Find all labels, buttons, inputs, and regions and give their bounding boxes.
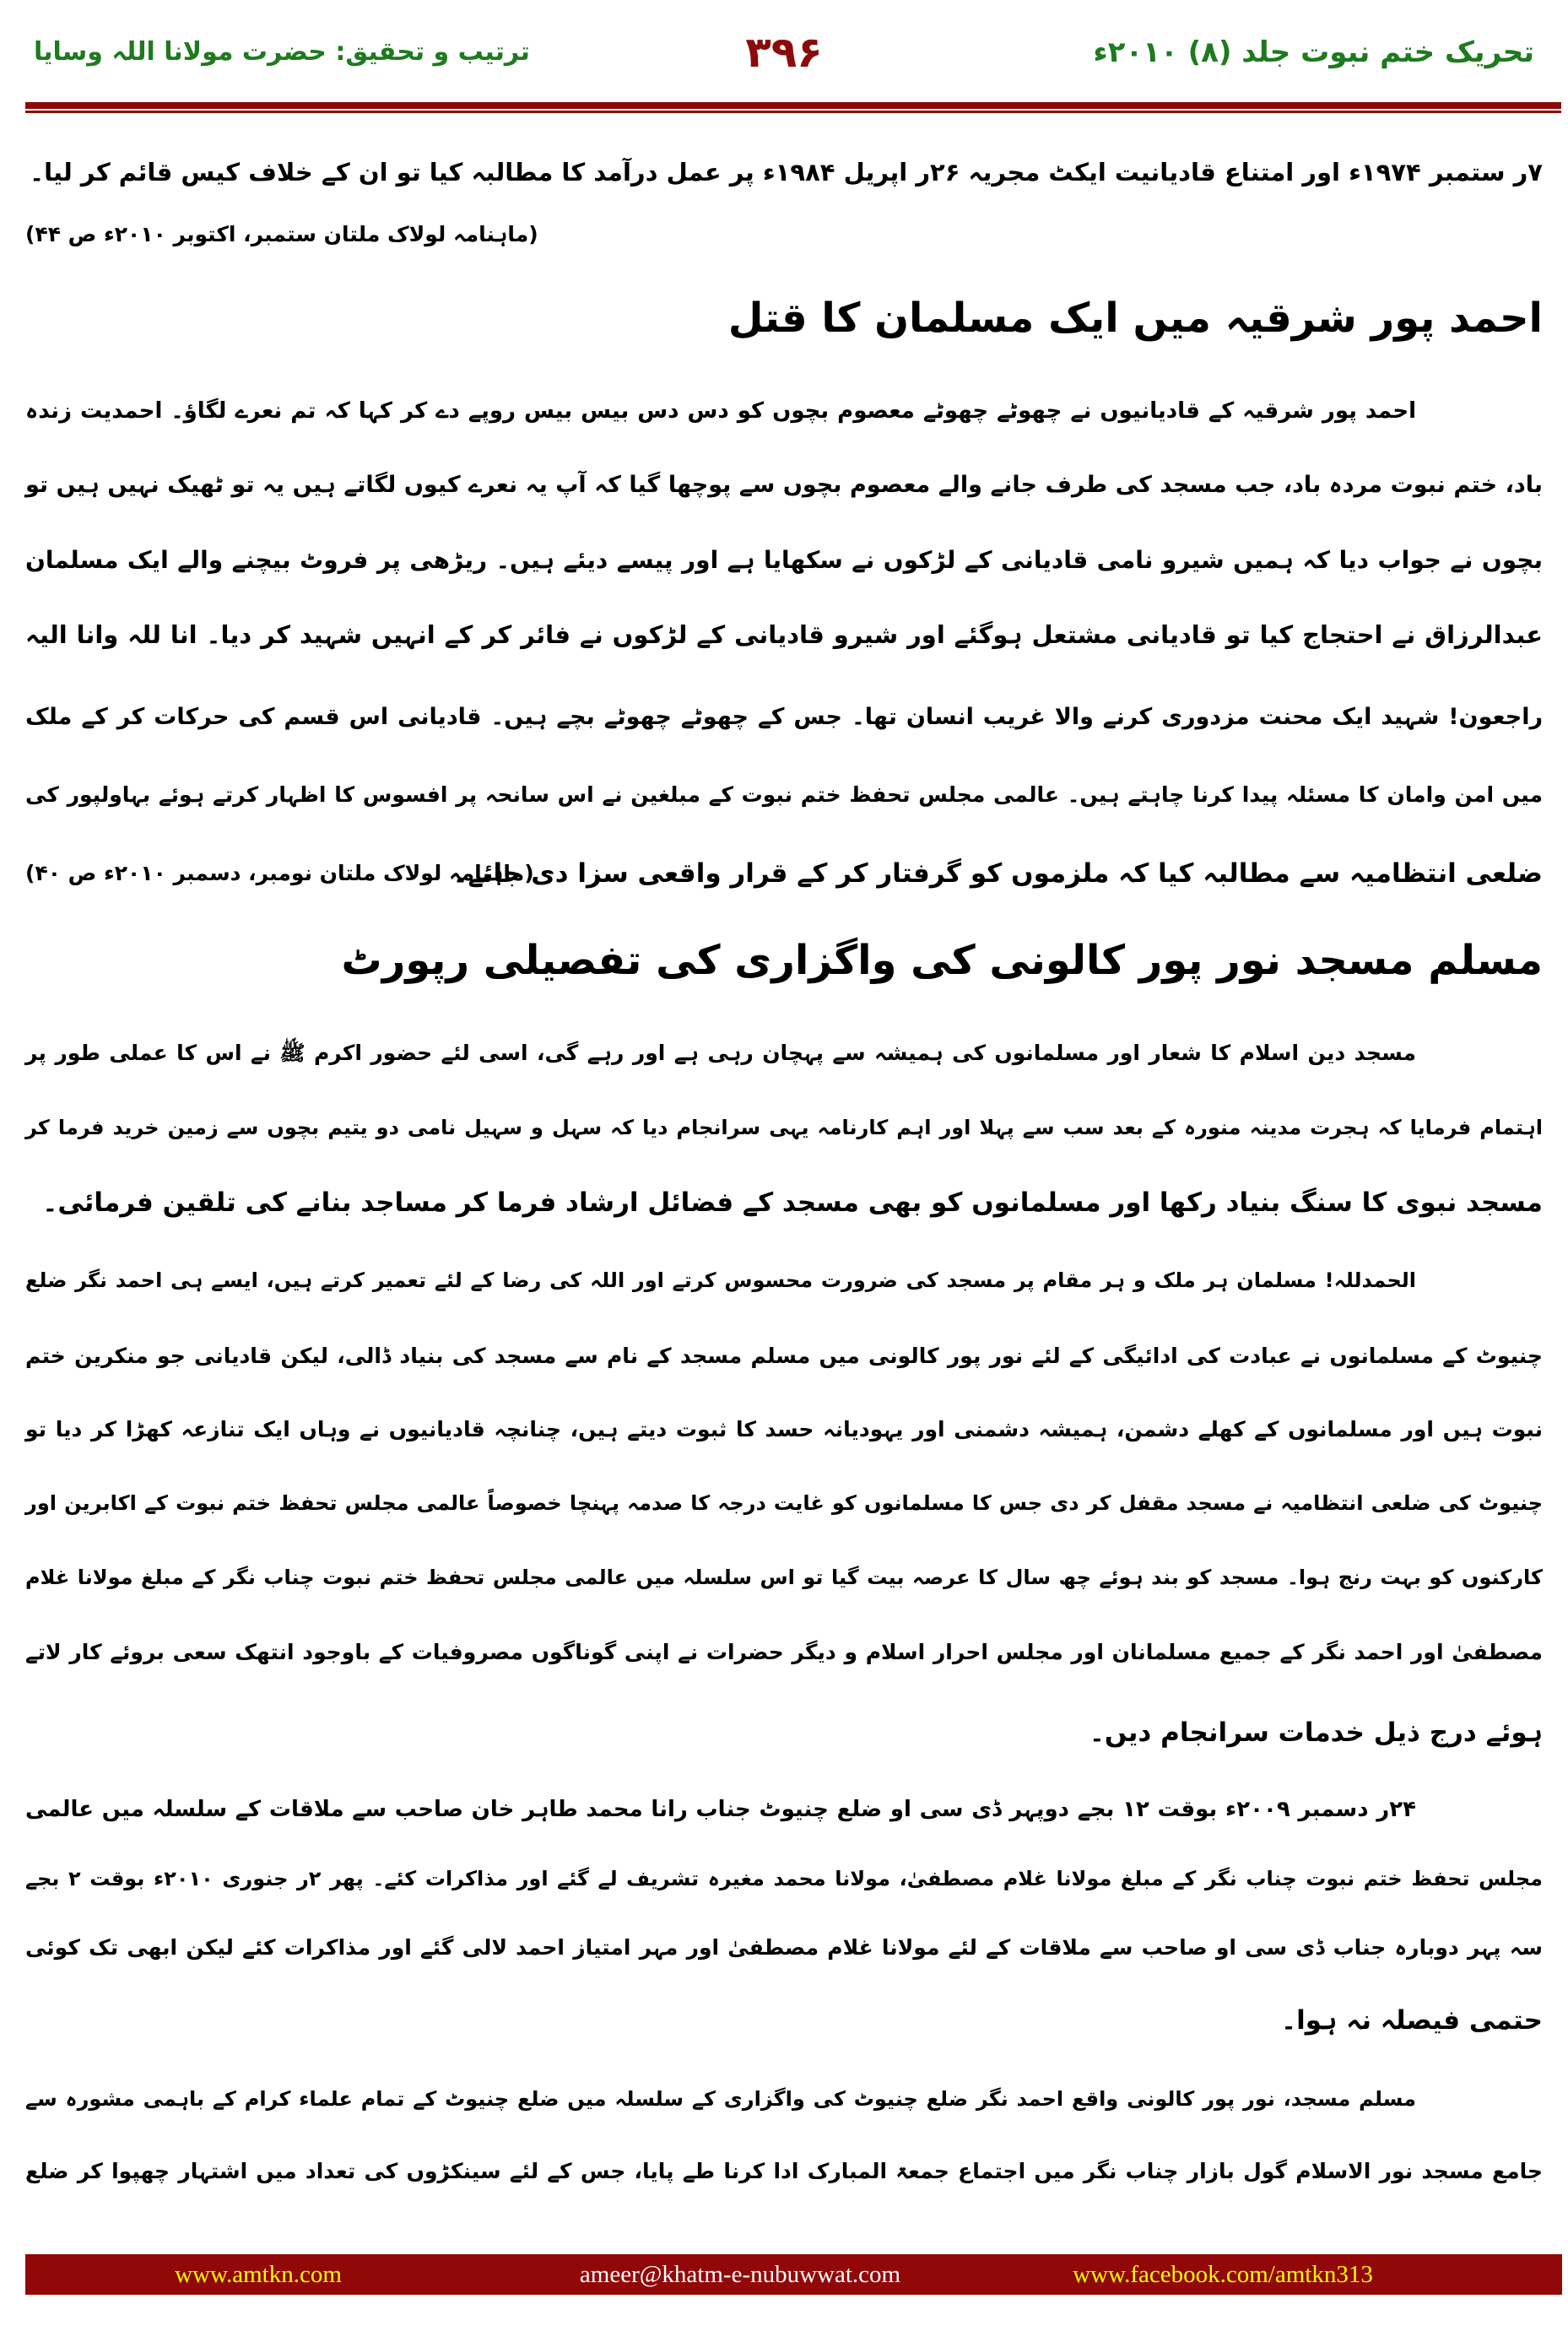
website-link[interactable]: www.amtkn.com	[175, 2261, 342, 2288]
paragraph-line: مجلس تحفظ ختم نبوت چناب نگر کے مبلغ مولانا غلام مصطفیٰ، مولانا محمد مغیرہ تشریف لے گئے اور مذاکرات کئے۔ پھر ۲ر جنوری ۲۰۱۰ء بوقت ۲ بجے	[25, 1867, 1543, 1890]
paragraph-line: چنیوٹ کے مسلمانوں نے عبادت کی ادائیگی کے لئے نور پور کالونی میں مسلم مسجد کے نام سے مسجد کی بنیاد ڈالی، لیکن قادیانی جو منکرین ختم	[25, 1344, 1543, 1368]
paragraph-line: احمد پور شرقیہ کے قادیانیوں نے چھوٹے چھوٹے معصوم بچوں کو دس دس بیس بیس روپے دے کر کہا کہ تم نعرے لگاؤ۔ احمدیت زندہ	[25, 398, 1417, 424]
compiler-credit: ترتیب و تحقیق: حضرت مولانا اللہ وسایا	[34, 37, 530, 67]
header-divider	[25, 102, 1561, 109]
paragraph-line: کارکنوں کو بہت رنج ہوا۔ مسجد کو بند ہوئے چھ سال کا عرصہ بیت گیا تو اس سلسلہ میں عالمی مجلس تحفظ ختم نبوت چناب نگر کے مبلغ مولانا غلام	[25, 1566, 1543, 1589]
paragraph-line: حتمی فیصلہ نہ ہوا۔	[1280, 2005, 1543, 2036]
paragraph-line: مسجد نبوی کا سنگ بنیاد رکھا اور مسلمانوں کو بھی مسجد کے فضائل ارشاد فرما کر مساجد بنانے کی تلقین فرمائی۔	[42, 1187, 1543, 1218]
paragraph-line: مصطفیٰ اور احمد نگر کے جمیع مسلمانان اور مجلس احرار اسلام و دیگر حضرات نے اپنی گوناگوں مصروفیات کے باوجود انتھک سعی بروئے کار لاتے	[25, 1640, 1543, 1664]
paragraph-line: مسلم مسجد، نور پور کالونی واقع احمد نگر ضلع چنیوٹ کی واگزاری کے سلسلہ میں ضلع چنیوٹ کے تمام علماء کرام کے باہمی مشورہ سے	[25, 2087, 1416, 2111]
paragraph-line: ہوئے درج ذیل خدمات سرانجام دیں۔	[1089, 1717, 1543, 1748]
email-link[interactable]: ameer@khatm-e-nubuwwat.com	[579, 2261, 901, 2288]
paragraph-line: سہ پہر دوبارہ جناب ڈی سی او صاحب سے ملاقات کے لئے مولانا غلام مصطفیٰ اور مہر امتیاز احمد لالی گئے اور مذاکرات کئے لیکن ابھی تک کوئی	[25, 1935, 1543, 1960]
paragraph-line: ضلعی انتظامیہ سے مطالبہ کیا کہ ملزموں کو گرفتار کر کے قرار واقعی سزا دی جائے۔	[452, 858, 1543, 889]
intro-line: ۷ر ستمبر ۱۹۷۴ء اور امتناع قادیانیت ایکٹ مجریہ ۲۶ر اپریل ۱۹۸۴ء پر عمل درآمد کا مطالبہ کیا تو ان کے خلاف کیس قائم کر لیا۔	[30, 158, 1543, 187]
facebook-link[interactable]: www.facebook.com/amtkn313	[1073, 2261, 1373, 2288]
paragraph-line: میں امن وامان کا مسئلہ پیدا کرنا چاہتے ہیں۔ عالمی مجلس تحفظ ختم نبوت کے مبلغین نے اس سانحہ پر افسوس کا اظہار کرتے ہوئے بہاولپور کی	[25, 782, 1543, 807]
book-title: تحریک ختم نبوت جلد (۸) ۲۰۱۰ء	[1093, 35, 1534, 69]
paragraph-line: اہتمام فرمایا کہ ہجرت مدینہ منورہ کے بعد سب سے پہلا اور اہم کارنامہ یہی سرانجام دیا کہ سہل و سہیل نامی دو یتیم بچوں سے زمین خرید فرما کر	[25, 1116, 1544, 1139]
paragraph-line: الحمدللہ! مسلمان ہر ملک و ہر مقام پر مسجد کی ضرورت محسوس کرتے اور اللہ کی رضا کے لئے تعمیر کرتے ہیں، ایسے ہی احمد نگر ضلع	[25, 1268, 1416, 1292]
header-divider-thin	[25, 111, 1561, 113]
section-heading: احمد پور شرقیہ میں ایک مسلمان کا قتل	[727, 295, 1543, 342]
section-heading: مسلم مسجد نور پور کالونی کی واگزاری کی تفصیلی رپورٹ	[341, 937, 1543, 984]
paragraph-line: عبدالرزاق نے احتجاج کیا تو قادیانی مشتعل ہوگئے اور شیرو قادیانی کے لڑکوں نے فائر کر کے انہیں شہید کر دیا۔ انا للہ وانا الیہ	[25, 620, 1543, 649]
paragraph-line: جامع مسجد نور الاسلام گول بازار چناب نگر میں اجتماع جمعۃ المبارک ادا کرنا طے پایا، جس کے لئے سینکڑوں کی تعداد میں اشتہار چھپوا کر ضلع	[25, 2159, 1543, 2183]
paragraph-line: ۲۴ر دسمبر ۲۰۰۹ء بوقت ۱۲ بجے دوپہر ڈی سی او ضلع چنیوٹ جناب رانا محمد طاہر خان صاحب سے ملاقات کے سلسلہ میں عالمی	[25, 1797, 1416, 1822]
paragraph-line: چنیوٹ کی ضلعی انتظامیہ نے مسجد مقفل کر دی جس کا مسلمانوں کو غایت درجہ کا صدمہ پہنچا خصوصاً عالمی مجلس تحفظ ختم نبوت کے اکابرین اور	[25, 1491, 1543, 1515]
citation: (ماہنامہ لولاک ملتان ستمبر، اکتوبر ۲۰۱۰ء ص ۴۴)	[25, 222, 538, 246]
paragraph-line: مسجد دین اسلام کا شعار اور مسلمانوں کی ہمیشہ سے پہچان رہی ہے اور رہے گی، اسی لئے حضور اکرم ﷺ نے اس کا عملی طور پر	[25, 1041, 1416, 1065]
citation: (ماہنامہ لولاک ملتان نومبر، دسمبر ۲۰۱۰ء ص ۴۰)	[25, 861, 534, 885]
paragraph-line: نبوت ہیں اور مسلمانوں کے کھلے دشمن، ہمیشہ دشمنی اور یہودیانہ حسد کا ثبوت دیتے ہیں، چنانچہ قادیانیوں نے وہاں ایک تنازعہ کھڑا کر دیا تو	[25, 1417, 1543, 1441]
footer-bar	[25, 2254, 1562, 2295]
page-number: ۳۹۶	[745, 28, 823, 77]
paragraph-line: باد، ختم نبوت مردہ باد، جب مسجد کی طرف جانے والے معصوم بچوں سے پوچھا گیا کہ آپ یہ نعرے کیوں لگاتے ہیں یہ تو ٹھیک نہیں ہیں تو	[25, 472, 1543, 498]
paragraph-line: بچوں نے جواب دیا کہ ہمیں شیرو نامی قادیانی کے لڑکوں نے سکھایا ہے اور پیسے دیئے ہیں۔ ریڑھی پر فروٹ بیچنے والے ایک مسلمان	[25, 546, 1543, 574]
paragraph-line: راجعون! شہید ایک محنت مزدوری کرنے والا غریب انسان تھا۔ جس کے چھوٹے چھوٹے بچے ہیں۔ قادیانی اس قسم کی حرکات کر کے ملک	[25, 704, 1543, 730]
